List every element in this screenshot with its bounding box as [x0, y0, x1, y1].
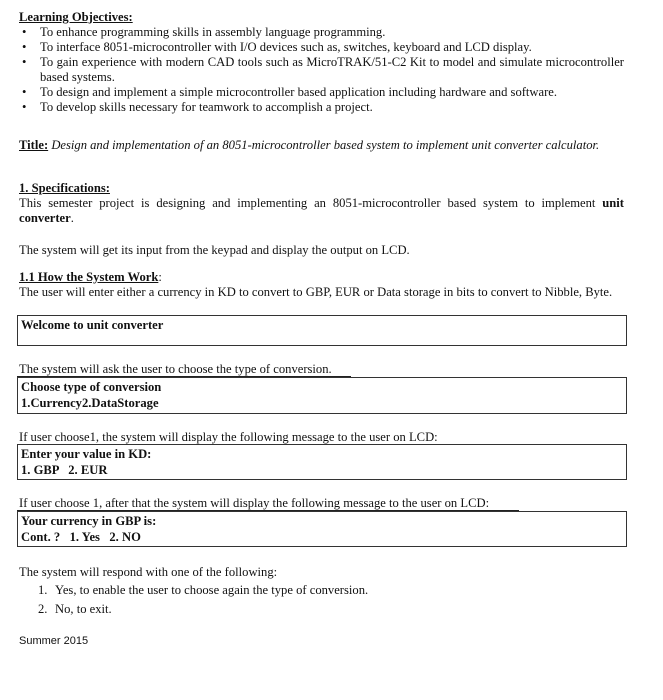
lcd-line: 1.Currency2.DataStorage [21, 396, 159, 410]
bullet-icon: • [22, 55, 27, 69]
list-item: 1. Yes, to enable the user to choose again the type of conversion. [38, 583, 369, 597]
project-title [19, 138, 624, 153]
specifications-heading: 1. Specifications: [19, 181, 110, 195]
lcd-line: Your currency in GBP is: [21, 514, 157, 528]
how-it-works-heading: 1.1 How the System Work: [19, 270, 162, 284]
lcd-line: Enter your value in KD: [21, 447, 152, 461]
objective-item: • To gain experience with modern CAD tools such as MicroTRAK/51-C2 Kit to model and simulate microcontroller based systems. [22, 55, 624, 84]
title-label: Title: [19, 138, 49, 152]
lcd-choose-box [17, 377, 627, 414]
how-it-works-intro: The user will enter either a currency in KD to convert to GBP, EUR or Data storage in bits to convert to Nibble, Byte. [19, 285, 613, 299]
lcd-line: Choose type of conversion [21, 380, 162, 394]
ask-text: The system will ask the user to choose the type of conversion. [19, 362, 332, 376]
footer-text: Summer 2015 [19, 635, 89, 647]
bullet-icon: • [22, 85, 27, 99]
specifications-text: This semester project is designing and implementing an 8051-microcontroller based system to implement unit converter. [19, 196, 624, 225]
objective-item: • To enhance programming skills in assembly language programming. [22, 25, 386, 39]
lcd-line: 1. GBP 2. EUR [21, 463, 108, 477]
objectives-list [19, 25, 624, 115]
objectives-heading: Learning Objectives: [19, 10, 133, 24]
bullet-icon: • [22, 100, 27, 114]
respond-text: The system will respond with one of the following: [19, 565, 278, 579]
title-text: Design and implementation of an 8051-microcontroller based system to implement unit converter calculator. [51, 138, 600, 152]
lcd-enter-box [17, 444, 627, 480]
responses-list [38, 583, 598, 617]
io-text: The system will get its input from the keypad and display the output on LCD. [19, 243, 410, 257]
lcd-line: Welcome to unit converter [21, 318, 164, 332]
objective-item: • To develop skills necessary for teamwork to accomplish a project. [22, 100, 373, 114]
choose1-after-text: If user choose 1, after that the system will display the following message to the user on LCD: [19, 496, 490, 510]
choose1-text: If user choose1, the system will display the following message to the user on LCD: [19, 430, 438, 444]
list-item: 2. No, to exit. [38, 602, 112, 616]
bullet-icon: • [22, 25, 27, 39]
objective-item: • To design and implement a simple microcontroller based application including hardware and software. [22, 85, 558, 99]
bullet-icon: • [22, 40, 27, 54]
lcd-welcome-box [17, 315, 627, 346]
lcd-result-box [17, 511, 627, 547]
objective-item: • To interface 8051-microcontroller with I/O devices such as, switches, keyboard and LCD display. [22, 40, 532, 54]
lcd-line: Cont. ? 1. Yes 2. NO [21, 530, 141, 544]
